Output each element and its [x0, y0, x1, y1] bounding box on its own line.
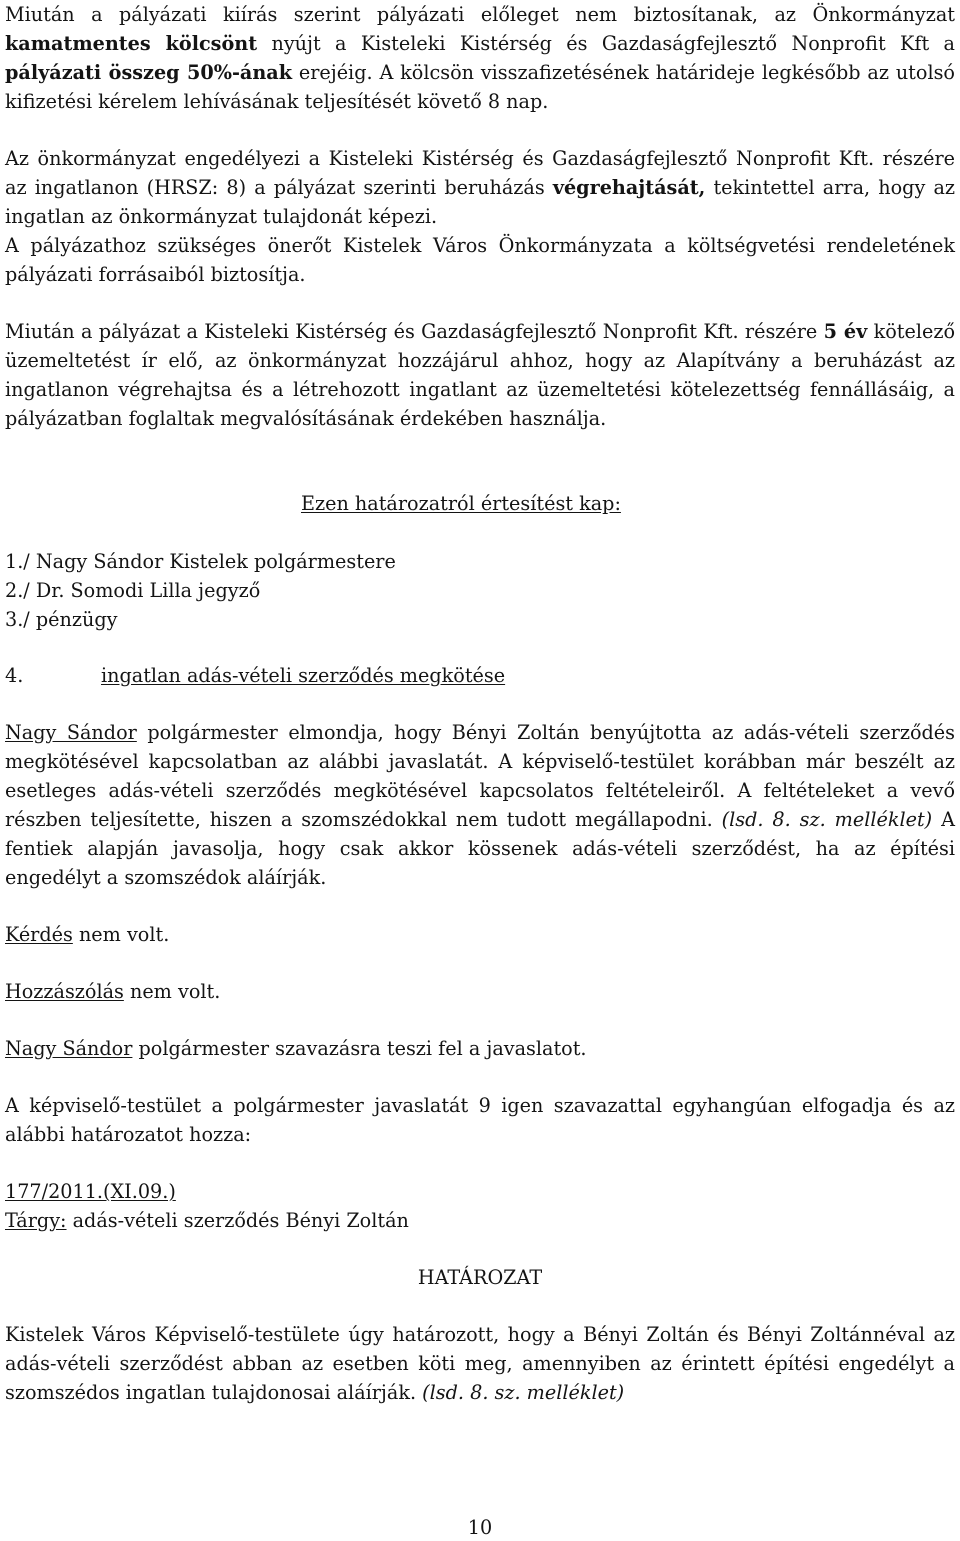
paragraph-operation	[5, 317, 955, 433]
bold-text: 5 év	[823, 320, 868, 343]
resolution-subject	[5, 1206, 955, 1235]
resolution-number-wrap	[5, 1177, 955, 1206]
text: polgármester szavazásra teszi fel a javaslatot.	[132, 1037, 587, 1060]
paragraph-comment	[5, 977, 955, 1006]
text: kötelező üzemeltetést ír elő, az önkormányzat hozzájárul ahhoz, hogy az Alapítvány a beruházást az ingatlanon végrehajtsa és a létrehozott ingatlant az üzemeltetési kötelezettség fennállásáig, a pályázatban foglaltak megvalósításának érdekében használja.	[5, 320, 955, 430]
notice-item: 1./ Nagy Sándor Kistelek polgármestere	[5, 550, 396, 573]
text: Miután a pályázati kiírás szerint pályázati előleget nem biztosítanak, az Önkormányzat	[5, 3, 955, 26]
document-page	[5, 0, 955, 1407]
text: tekintettel arra, hogy az ingatlan az önkormányzat tulajdonát képezi.	[5, 176, 955, 228]
bold-text: pályázati összeg 50%-ának	[5, 61, 293, 84]
notice-heading-wrap	[5, 489, 955, 518]
speaker-name: Nagy Sándor	[5, 721, 137, 744]
text: Az önkormányzat engedélyezi a Kisteleki Kistérség és Gazdaságfejlesztő Nonprofit Kft. részére az ingatlanon (HRSZ: 8) a pályázat szerinti beruházás	[5, 147, 955, 199]
text: Kistelek Város Képviselő-testülete úgy határozott, hogy a Bényi Zoltán és Bényi Zoltánnéval az adás-vételi szerződést abban az esetben köti meg, amennyiben az érintett építési engedélyt a szomszédos ingatlan tulajdonosai aláírják.	[5, 1323, 955, 1404]
text: polgármester elmondja, hogy Bényi Zoltán benyújtotta az adás-vételi szerződés megkötésével kapcsolatban az alábbi javaslatát. A képviselő-testület korábban már beszélt az esetleges adás-vételi szerződés megkötésével kapcsolatos feltételeiről. A feltételeket a vevő részben teljesítette, hiszen a szomszédokkal nem tudott megállapodni.	[5, 721, 956, 831]
paragraph-loan	[5, 0, 955, 116]
annex-reference: (lsd. 8. sz. melléklet)	[422, 1381, 625, 1404]
paragraph-resolution	[5, 1320, 955, 1407]
bold-text: végrehajtását,	[552, 176, 706, 199]
notice-item: 3./ pénzügy	[5, 608, 118, 631]
question-label: Kérdés	[5, 923, 73, 946]
text: nyújt a Kisteleki Kistérség és Gazdaságfejlesztő Nonprofit Kft a	[257, 32, 955, 55]
text: erejéig. A kölcsön visszafizetésének határideje legkésőbb az utolsó kifizetési kérelem lehívásának teljesítését követő 8 nap.	[5, 61, 955, 113]
resolution-heading: HATÁROZAT	[417, 1266, 543, 1289]
paragraph-question	[5, 920, 955, 949]
subject-text: adás-vételi szerződés Bényi Zoltán	[66, 1209, 409, 1232]
text: A fentiek alapján javasolja, hogy csak akkor kössenek adás-vételi szerződést, ha az építési engedélyt a szomszédok aláírják.	[5, 808, 955, 889]
paragraph-vote-call	[5, 1034, 955, 1063]
comment-label: Hozzászólás	[5, 980, 124, 1003]
paragraph-own-funds: A pályázathoz szükséges önerőt Kistelek Város Önkormányzata a költségvetési rendeletének pályázati forrásaiból biztosítja.	[5, 234, 955, 286]
annex-reference: (lsd. 8. sz. melléklet)	[721, 808, 933, 831]
resolution-number: 177/2011.(XI.09.)	[5, 1180, 176, 1203]
text: nem volt.	[123, 980, 221, 1003]
paragraph-vote-result: A képviselő-testület a polgármester javaslatát 9 igen szavazattal egyhangúan elfogadja és az alábbi határozatot hozza:	[5, 1094, 955, 1146]
notice-heading: Ezen határozatról értesítést kap:	[301, 492, 621, 515]
subject-label: Tárgy:	[5, 1209, 67, 1232]
notice-item: 2./ Dr. Somodi Lilla jegyző	[5, 579, 261, 602]
text: nem volt.	[72, 923, 170, 946]
paragraph-proposal	[5, 718, 955, 892]
page-number: 10	[467, 1516, 493, 1539]
notice-list	[5, 547, 955, 634]
speaker-name: Nagy Sándor	[5, 1037, 133, 1060]
text: Miután a pályázat a Kisteleki Kistérség és Gazdaságfejlesztő Nonprofit Kft. részére	[5, 320, 824, 343]
bold-text: kamatmentes kölcsönt	[5, 32, 258, 55]
section-number: 4.	[5, 664, 24, 687]
paragraph-permission	[5, 144, 955, 231]
section-title: ingatlan adás-vételi szerződés megkötése	[101, 664, 506, 687]
section-heading	[5, 661, 955, 690]
